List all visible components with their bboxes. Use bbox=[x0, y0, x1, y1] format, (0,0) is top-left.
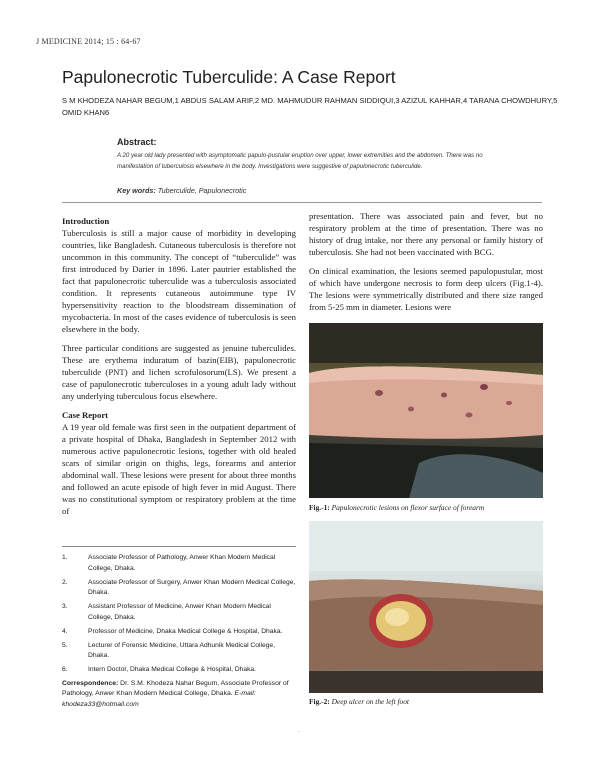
figure-2-label: Fig.-2: bbox=[309, 697, 330, 706]
lesion-4 bbox=[466, 413, 473, 418]
correspondence-text: Dr. S.M. Khodeza Nahar Begum, Associate Professor of Pathology, Anwer Khan Modern Medical College, Dhaka. bbox=[62, 679, 289, 698]
forearm-illustration bbox=[309, 323, 543, 498]
footnote-item bbox=[62, 578, 296, 600]
figure-1-caption-text: Papulonecrotic lesions on flexor surface of forearm bbox=[331, 503, 485, 512]
paper-title: Papulonecrotic Tuberculide: A Case Report bbox=[62, 67, 396, 87]
footnote-item bbox=[62, 627, 296, 638]
ulcer-center bbox=[385, 608, 409, 626]
figure-2-caption bbox=[309, 697, 409, 706]
case-paragraph-1-continued: presentation. There was associated pain and fever, but no respiratory problem at the time of presentation. There was no history of drug intake, nor there any personal or family history of tuberculosis. She had not been vaccinated with BCG. bbox=[309, 211, 543, 257]
intro-paragraph-1: Tuberculosis is still a major cause of morbidity in developing countries, like Bangladesh. Cutaneous tuberculosis is therefore not uncommon in this community. The concept of “tuberculide” was first introduced by Darier in 1896. Later pautrier established the fact that papulonecrotic tuberculide was a tuberculosis associated condition. It represents cutaneous autoimmune type IV hypersensitivity reaction to the bloodstream dissemination of mycobacteria. In most of the cases evidence of tuberculosis is seen elsewhere in the body. bbox=[62, 228, 296, 334]
footnote-text: Assistant Professor of Medicine, Anwer Khan Modern Medical College, Dhaka. bbox=[88, 603, 271, 621]
footnote-number: 4. bbox=[62, 627, 68, 635]
footnote-item bbox=[62, 641, 296, 663]
footnote-number: 3. bbox=[62, 603, 68, 611]
case-paragraph-2: On clinical examination, the lesions seemed papulopustular, most of which have undergone necrosis to form deep ulcers (Fig.1-4). The lesions were symmetrically distributed and there size ranged from 5-25 mm in diameter. Lesions were bbox=[309, 266, 543, 312]
footnote-number: 5. bbox=[62, 641, 68, 649]
footnote-item bbox=[62, 665, 296, 676]
lesion-3 bbox=[441, 393, 447, 398]
lesion-5 bbox=[480, 384, 488, 390]
foot-ulcer-illustration bbox=[309, 521, 543, 693]
email-label: E-mail: bbox=[234, 690, 256, 698]
footnote-divider bbox=[62, 546, 296, 547]
author-list: S M KHODEZA NAHAR BEGUM,1 ABDUS SALAM ARIF,2 MD. MAHMUDUR RAHMAN SIDDIQUI,3 AZIZUL KAHHAR,4 TARANA CHOWDHURY,5 OMID KHAN6 bbox=[62, 96, 558, 117]
figure-1-caption bbox=[309, 503, 484, 512]
footnote-number: 1. bbox=[62, 554, 68, 561]
case-paragraph-1: A 19 year old female was first seen in the outpatient department of a private hospital of Dhaka, Bangladesh in September 2012 with numerous active papulonecrotic lesions, together with old healed scars of similar origin on thighs, legs, forearms and anterior abdominal wall. These lesions were present for about three months and followed an acute episode of high fever in mid August. There was no constitutional symptom or respiratory problem at the time of bbox=[62, 422, 296, 516]
affiliations bbox=[62, 553, 296, 710]
section-divider bbox=[62, 202, 542, 203]
keywords-values: Tuberculide, Papulonecrotic bbox=[157, 186, 247, 195]
figure-2-caption-text: Deep ulcer on the left foot bbox=[331, 697, 409, 706]
footnote-text: Professor of Medicine, Dhaka Medical College & Hospital, Dhaka. bbox=[88, 627, 283, 635]
figure-1-label: Fig.-1: bbox=[309, 503, 330, 512]
photo-background-top bbox=[309, 521, 543, 571]
abstract-body: A 20 year old lady presented with asymptomatic papulo-pustular eruption over upper, lower extremities and the abdomen. There was no manifestation of tuberculosis elsewhere in the body. Investigations were suggestive of papulonecrotic tuberculide. bbox=[117, 152, 483, 170]
footnote-text: Lecturer of Forensic Medicine, Uttara Adhunik Medical College, Dhaka. bbox=[88, 641, 275, 660]
keywords bbox=[117, 186, 246, 195]
left-column bbox=[62, 215, 296, 524]
footnote-item bbox=[62, 553, 296, 575]
footnote-text: Associate Professor of Surgery, Anwer Khan Modern Medical College, Dhaka. bbox=[88, 578, 296, 597]
lesion-1 bbox=[375, 390, 383, 396]
footnote-text: Intern Doctor, Dhaka Medical College & Hospital, Dhaka. bbox=[88, 666, 257, 674]
lesion-2 bbox=[408, 407, 414, 412]
page-marker: . bbox=[298, 728, 300, 734]
footnote-number: 2. bbox=[62, 578, 68, 586]
figure-1-forearm-photo bbox=[309, 323, 543, 498]
correspondence-label: Correspondence: bbox=[62, 679, 119, 687]
email-address[interactable]: khodeza33@hotmail.com bbox=[62, 700, 139, 708]
right-column bbox=[309, 210, 543, 320]
correspondence bbox=[62, 679, 296, 711]
abstract-heading: Abstract: bbox=[117, 137, 157, 147]
lesion-6 bbox=[506, 401, 512, 405]
intro-paragraph-2: Three particular conditions are suggested as jenuine tuberculides. These are erythema induratum of bazin(EIB), papulonecrotic tuberculide (PNT) and lichen scrofulosorum(LS). We present a case of papulonecrotic tuberculoses in a young adult lady without any underlying tuberculous focus elsewhere. bbox=[62, 343, 296, 401]
footnote-number: 6. bbox=[62, 666, 68, 674]
figure-2-foot-photo bbox=[309, 521, 543, 693]
case-report-heading: Case Report bbox=[62, 410, 109, 420]
photo-background-top bbox=[309, 323, 543, 363]
keywords-label: Key words: bbox=[117, 186, 156, 195]
photo-background-bottom bbox=[309, 671, 543, 693]
journal-citation: J MEDICINE 2014; 15 : 64-67 bbox=[36, 37, 141, 46]
footnote-item bbox=[62, 602, 296, 624]
introduction-heading: Introduction bbox=[62, 216, 110, 226]
footnote-text: Associate Professor of Pathology, Anwer Khan Modern Medical College, Dhaka. bbox=[88, 554, 276, 572]
